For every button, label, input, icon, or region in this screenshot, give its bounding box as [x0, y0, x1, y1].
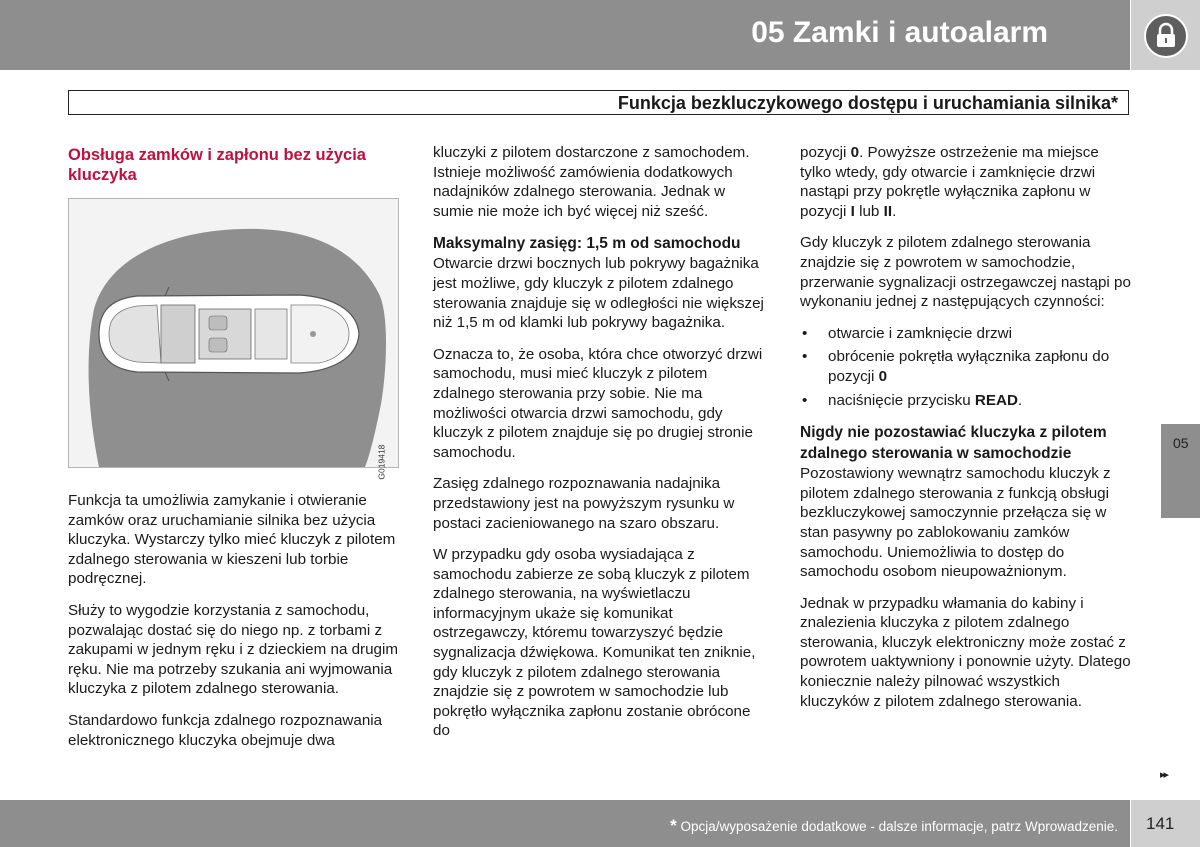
bold-text: READ: [974, 391, 1018, 409]
column-2-heading: Maksymalny zasięg: 1,5 m od samochodu: [433, 235, 741, 253]
column-1-paragraph-2: Służy to wygodzie korzystania z samochodu, pozwalając dostać się do niego np. z torbami z zakupami w jednym ręku i z dzieckiem na drugim ręku. Nie ma potrzeby szukania ani wyjmowania kluczyka z pilotem zdalnego sterowania.: [68, 601, 399, 698]
action-list: [800, 324, 1133, 410]
text-run: lub: [854, 202, 884, 220]
section-title: Funkcja bezkluczykowego dostępu i uruchamiania silnika*: [617, 93, 1118, 113]
list-item-text: otwarcie i zamknięcie drzwi: [828, 324, 1012, 342]
column-2-paragraph-4: Zasięg zdalnego rozpoznawania nadajnika przedstawiony jest na powyższym rysunku w postaci zacieniowanego na szaro obszaru.: [433, 475, 735, 532]
column-3-paragraph-1: [800, 143, 1133, 221]
chapter-header-bar: [0, 0, 1130, 70]
chapter-title: 05 Zamki i autoalarm: [751, 16, 1048, 49]
page-number-box: [1131, 800, 1200, 847]
column-2-paragraph-1: kluczyki z pilotem dostarczone z samochodem. Istnieje możliwość zamówienia dodatkowych nadajników zdalnego sterowania. Jednak w sumie nie może ich być więcej niż sześć.: [433, 144, 750, 220]
list-item-text: naciśnięcie przycisku: [828, 391, 975, 409]
column-3-paragraph-3: Pozostawiony wewnątrz samochodu kluczyk z pilotem zdalnego sterowania z funkcją obsługi bezkluczykowej samoczynnie przełącza się w stan pasywny po zablokowaniu zamków samochodu. Uniemożliwia to dostęp do samochodu osobom nieupoważnionym.: [800, 465, 1111, 581]
text-run: pozycji: [800, 144, 851, 161]
car-top-view-icon: [99, 287, 359, 381]
column-1-paragraph-1: Funkcja ta umożliwia zamykanie i otwieranie zamków oraz uruchamianie silnika bez użycia kluczyka. Wystarczy tylko mieć kluczyk z pilotem zdalnego sterowania w kieszeni lub torbie podręcznej.: [68, 492, 396, 588]
chapter-icon-box: [1131, 0, 1200, 70]
footnote-star: *: [670, 816, 677, 835]
column-2-paragraph-2: Otwarcie drzwi bocznych lub pokrywy bagażnika jest możliwe, gdy kluczyk z pilotem zdalnego sterowania znajduje się w odległości nie większej niż 1,5 m od klamki lub pokrywy bagażnika.: [433, 255, 764, 332]
column-3-paragraph-2: Gdy kluczyk z pilotem zdalnego sterowania znajdzie się z powrotem w samochodzie, przerwanie sygnalizacji ostrzegawczej nastąpi po wykonaniu jednej z następujących czynności:: [800, 234, 1131, 311]
column-3-heading: Nigdy nie pozostawiać kluczyka z pilotem zdalnego sterowania w samochodzie: [800, 424, 1107, 463]
lock-icon: [1144, 14, 1188, 58]
text-run: . Powyższe ostrzeżenie ma miejsce tylko wtedy, gdy otwarcie i zamknięcie drzwi nastąpi przy pokrętle wyłącznika zapłonu w pozycji: [800, 144, 1099, 220]
column-1-heading: Obsługa zamków i zapłonu bez użycia kluczyka: [68, 146, 366, 184]
bold-text: II: [883, 202, 893, 220]
page-number: 141: [1146, 814, 1175, 833]
footer-bar: [0, 800, 1130, 847]
next-page-arrow-icon: ▸▸: [1160, 769, 1168, 781]
list-item-text: obrócenie pokrętła wyłącznika zapłonu do pozycji: [828, 348, 1110, 385]
chapter-side-tab-label: 05: [1173, 435, 1189, 451]
car-range-illustration: [69, 199, 398, 467]
footnote: [670, 816, 1118, 836]
column-1: [68, 143, 401, 762]
bold-text: I: [850, 202, 855, 220]
footnote-text: Opcja/wyposażenie dodatkowe - dalsze informacje, patrz Wprowadzenie.: [676, 819, 1118, 834]
bold-text: 0: [850, 144, 860, 161]
column-3: [800, 143, 1133, 723]
list-item: [800, 347, 1133, 386]
list-item: [800, 391, 1133, 411]
figure-code: G019418: [376, 445, 387, 480]
column-2-paragraph-3: Oznacza to, że osoba, która chce otworzyć drzwi samochodu, musi mieć kluczyk z pilotem zdalnego sterowania przy sobie. Nie ma możliwości otwarcia drzwi samochodu, gdy kluczyk z pilotem znajduje się po drugiej stronie samochodu.: [433, 345, 763, 461]
column-3-paragraph-4: Jednak w przypadku włamania do kabiny i znalezienia kluczyka z pilotem zdalnego sterowania, kluczyk elektroniczny może zostać z powrotem uaktywniony i ponownie użyty. Dlatego koniecznie należy pilnować wszystkich kluczyków z pilotem zdalnego sterowania.: [800, 594, 1131, 710]
column-2-paragraph-5: W przypadku gdy osoba wysiadająca z samochodu zabierze ze sobą kluczyk z pilotem zdalnego sterowania, na wyświetlaczu informacyjnym ukaże się komunikat ostrzegawczy, któremu towarzyszyć będzie sygnalizacja dźwiękowa. Komunikat ten zniknie, gdy kluczyk z pilotem zdalnego sterowania znajdzie się z powrotem w samochodzie lub pokrętło wyłącznika zapłonu zostanie obrócone do: [433, 546, 756, 740]
column-2: [433, 143, 766, 753]
section-header-box: [68, 90, 1129, 115]
keyless-range-figure: [68, 198, 399, 480]
text-run: .: [1017, 391, 1023, 409]
text-run: .: [892, 202, 897, 220]
bold-text: 0: [878, 367, 888, 385]
list-item: [800, 324, 1133, 344]
column-1-paragraph-3: Standardowo funkcja zdalnego rozpoznawania elektronicznego kluczyka obejmuje dwa: [68, 711, 383, 749]
